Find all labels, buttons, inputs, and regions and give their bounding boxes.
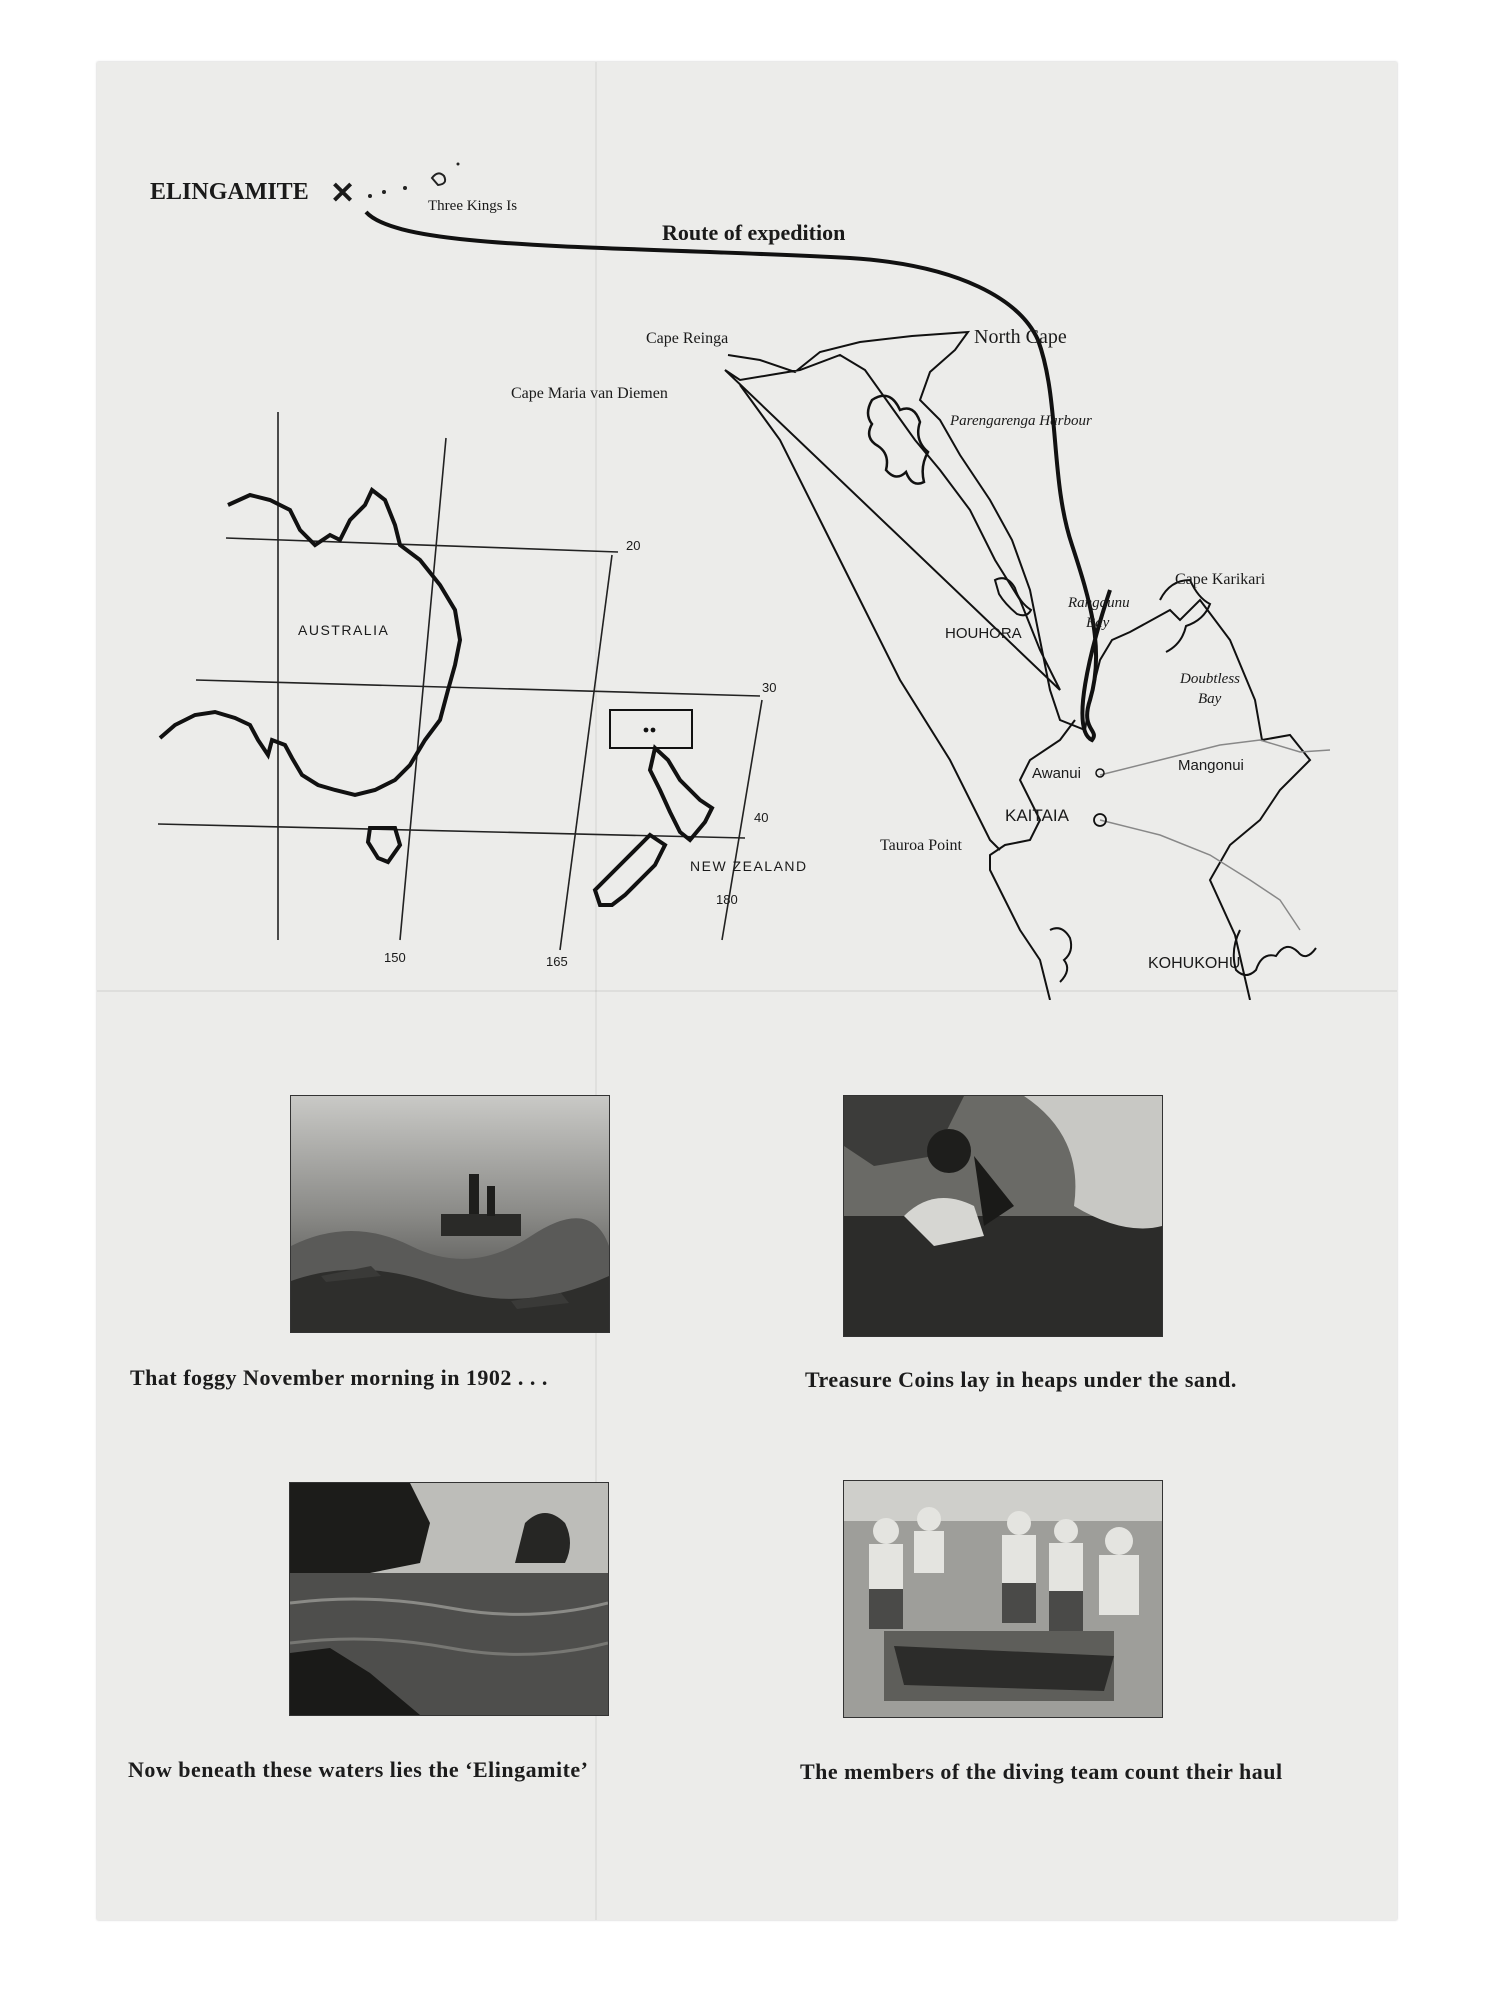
wreck-cross-icon: ✕ [330, 177, 356, 210]
kaitaia-label: KAITAIA [1005, 806, 1069, 825]
diving-team-image [844, 1481, 1162, 1717]
tasmania-outline [368, 828, 400, 862]
nz-south-island [595, 835, 665, 905]
houhora-harbour [995, 578, 1031, 615]
doubtless-bay-label: Bay [1198, 691, 1222, 707]
rangaunu-bay-label: Bay [1086, 615, 1110, 631]
rangaunu-label: Rangaunu [1068, 595, 1130, 611]
dot [368, 194, 372, 198]
photo-diving-team [843, 1480, 1163, 1718]
photo-caption: Treasure Coins lay in heaps under the sand. [805, 1367, 1237, 1392]
route-line [366, 212, 1110, 740]
dot [644, 728, 649, 733]
photo-shipwreck-painting [290, 1095, 610, 1333]
lat-20-label: 20 [626, 538, 641, 553]
nz-north-island [650, 748, 712, 840]
inlet [1050, 928, 1071, 982]
doubtless-label: Doubtless [1180, 671, 1240, 687]
photo-treasure-diver [843, 1095, 1163, 1337]
australia-label: AUSTRALIA [298, 622, 390, 638]
lon-165-label: 165 [546, 954, 568, 969]
photo-caption: That foggy November morning in 1902 . . . [130, 1365, 548, 1390]
lon-180-label: 180 [716, 892, 738, 907]
cape-maria-label: Cape Maria van Diemen [511, 385, 668, 402]
kohukohu-label: KOHUKOHU [1148, 955, 1241, 972]
treasure-diver-image [844, 1096, 1162, 1336]
grid-line [158, 824, 745, 838]
three-kings-island [432, 173, 445, 185]
awanui-marker [1096, 769, 1104, 777]
photo-caption: The members of the diving team count their haul [800, 1759, 1283, 1784]
parengarenga-label: Parengarenga Harbour [950, 413, 1092, 429]
river [1100, 820, 1300, 930]
dot [651, 728, 656, 733]
photo-caption: Now beneath these waters lies the ‘Elingamite’ [128, 1757, 589, 1782]
shipwreck-painting-image [291, 1096, 609, 1332]
tauroa-label: Tauroa Point [880, 837, 962, 854]
lat-30-label: 30 [762, 680, 777, 695]
wreck-site-waters-image [290, 1483, 608, 1715]
photo-wreck-site-waters [289, 1482, 609, 1716]
mangonui-label: Mangonui [1178, 757, 1244, 774]
lat-40-label: 40 [754, 810, 769, 825]
north-cape-label: North Cape [974, 326, 1067, 348]
houhora-label: HOUHORA [945, 625, 1022, 642]
grid-line [226, 538, 618, 552]
awanui-label: Awanui [1032, 765, 1081, 782]
cape-reinga-label: Cape Reinga [646, 330, 729, 347]
inset-grid [158, 412, 762, 950]
northland-coast [725, 332, 1310, 1000]
parengarenga-harbour [868, 396, 928, 484]
dot [457, 163, 460, 166]
australia-outline [160, 490, 460, 795]
new-zealand-label: NEW ZEALAND [690, 858, 808, 874]
dot [382, 190, 386, 194]
three-kings-label: Three Kings Is [428, 198, 518, 214]
dot [403, 186, 407, 190]
grid-line [196, 680, 760, 696]
lon-150-label: 150 [384, 950, 406, 965]
kohukohu-inlet [1234, 930, 1316, 975]
route-label: Route of expedition [662, 220, 846, 245]
grid-line [560, 555, 612, 950]
cape-karikari-label: Cape Karikari [1175, 571, 1266, 588]
ship-label: ELINGAMITE [150, 179, 309, 205]
grid-line [400, 438, 446, 940]
